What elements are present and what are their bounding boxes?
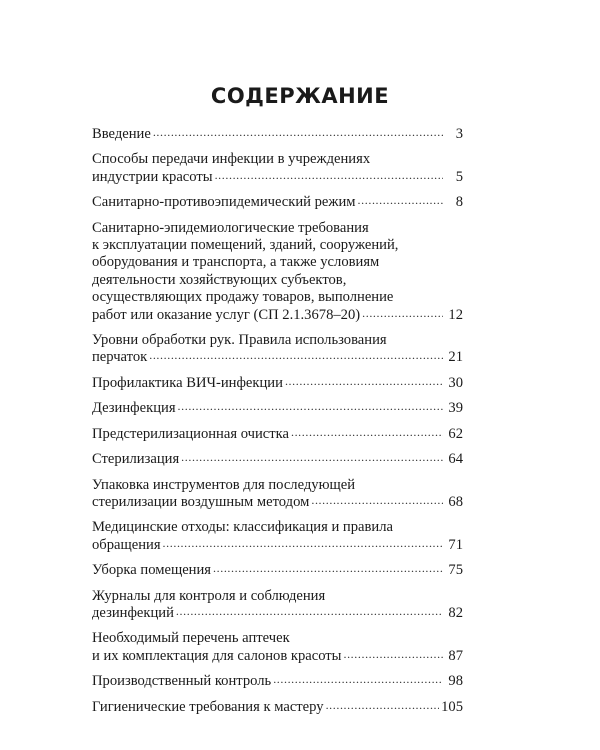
- toc-page-number: 30: [448, 374, 463, 391]
- dot-leader: [291, 426, 443, 438]
- toc-page-number: 71: [448, 536, 463, 553]
- toc-page-number: 64: [448, 451, 463, 468]
- toc-entry-title-line: Предстерилизационная очистка: [92, 425, 289, 442]
- toc-entry-title-line: перчаток: [92, 349, 148, 366]
- toc-entry[interactable]: [92, 375, 463, 392]
- dot-leader: [358, 194, 443, 206]
- toc-entry-title-line: работ или оказание услуг (СП 2.1.3678–20): [92, 306, 361, 323]
- toc-page-number: 105: [441, 698, 463, 715]
- toc-entry-title-line: Санитарно-эпидемиологические требования: [92, 219, 369, 236]
- dot-leader: [176, 605, 443, 617]
- toc-entry-title-line: Дезинфекция: [92, 400, 176, 417]
- toc-entry[interactable]: [92, 426, 463, 443]
- dot-leader: [149, 349, 443, 361]
- page-title: СОДЕРЖАНИЕ: [210, 84, 390, 108]
- toc-entry[interactable]: [92, 477, 463, 512]
- dot-leader: [273, 673, 443, 685]
- toc-entry-title-line: Журналы для контроля и соблюдения: [92, 587, 326, 604]
- dot-leader: [178, 400, 443, 412]
- toc-page-number: 21: [448, 349, 463, 366]
- toc-entry-title-line: и их комплектация для салонов красоты: [92, 647, 342, 664]
- toc-entry-title-line: Медицинские отходы: классификация и правила: [92, 519, 393, 536]
- dot-leader: [181, 451, 443, 463]
- toc-entry[interactable]: [92, 400, 463, 417]
- toc-page-number: 3: [455, 126, 463, 142]
- toc-entry[interactable]: [92, 519, 463, 554]
- toc-entry-title-line: Введение: [92, 126, 151, 142]
- toc-entry[interactable]: [92, 673, 463, 690]
- toc-entry[interactable]: [92, 332, 463, 367]
- toc-entry[interactable]: [92, 126, 463, 143]
- toc-entry-title-line: Стерилизация: [92, 451, 180, 468]
- toc-entry-title-line: дезинфекций: [92, 604, 174, 621]
- toc-entry-title-line: к эксплуатации помещений, зданий, сооружений,: [92, 237, 399, 254]
- dot-leader: [362, 307, 443, 319]
- toc-entry-title-line: деятельности хозяйствующих субъектов,: [92, 271, 347, 288]
- toc-page-number: 62: [448, 425, 463, 442]
- toc-entry-title-line: обращения: [92, 536, 161, 553]
- toc-entry[interactable]: [92, 562, 463, 579]
- toc-page-number: 5: [455, 168, 463, 185]
- toc-entry[interactable]: [92, 588, 463, 623]
- toc-page-number: 68: [448, 493, 463, 510]
- toc-entry-title-line: осуществляющих продажу товаров, выполнение: [92, 289, 394, 306]
- toc-page-number: 98: [448, 673, 463, 690]
- toc-entry-title-line: Профилактика ВИЧ-инфекции: [92, 374, 283, 391]
- dot-leader: [326, 699, 440, 711]
- dot-leader: [343, 648, 443, 660]
- dot-leader: [285, 375, 443, 387]
- toc-entry[interactable]: [92, 630, 463, 665]
- toc-page-number: 75: [448, 562, 463, 579]
- dot-leader: [311, 494, 443, 506]
- toc-entry[interactable]: [92, 151, 463, 186]
- toc-entry[interactable]: [92, 699, 463, 716]
- toc-entry-title-line: Санитарно-противоэпидемический режим: [92, 194, 356, 211]
- toc-entry-title-line: Уровни обработки рук. Правила использования: [92, 332, 387, 349]
- toc-page-number: 82: [448, 604, 463, 621]
- table-of-contents: [92, 126, 463, 724]
- toc-entry-title-line: Уборка помещения: [92, 562, 212, 579]
- toc-entry-title-line: Способы передачи инфекции в учреждениях: [92, 151, 371, 168]
- toc-entry-title-line: оборудования и транспорта, а также условиям: [92, 254, 380, 271]
- dot-leader: [215, 169, 443, 181]
- toc-entry[interactable]: [92, 194, 463, 211]
- toc-entry[interactable]: [92, 220, 463, 324]
- dot-leader: [153, 126, 443, 138]
- toc-entry-title-line: Гигиенические требования к мастеру: [92, 698, 324, 715]
- toc-entry[interactable]: [92, 451, 463, 468]
- toc-page-number: 39: [448, 400, 463, 417]
- toc-entry-title-line: Упаковка инструментов для последующей: [92, 476, 356, 493]
- toc-entry-title-line: индустрии красоты: [92, 168, 213, 185]
- toc-entry-title-line: Необходимый перечень аптечек: [92, 630, 290, 647]
- dot-leader: [213, 562, 443, 574]
- toc-page-number: 87: [448, 647, 463, 664]
- toc-page-number: 12: [448, 306, 463, 323]
- dot-leader: [163, 537, 443, 549]
- toc-entry-title-line: Производственный контроль: [92, 673, 272, 690]
- toc-entry-title-line: стерилизации воздушным методом: [92, 493, 310, 510]
- toc-page-number: 8: [455, 194, 463, 211]
